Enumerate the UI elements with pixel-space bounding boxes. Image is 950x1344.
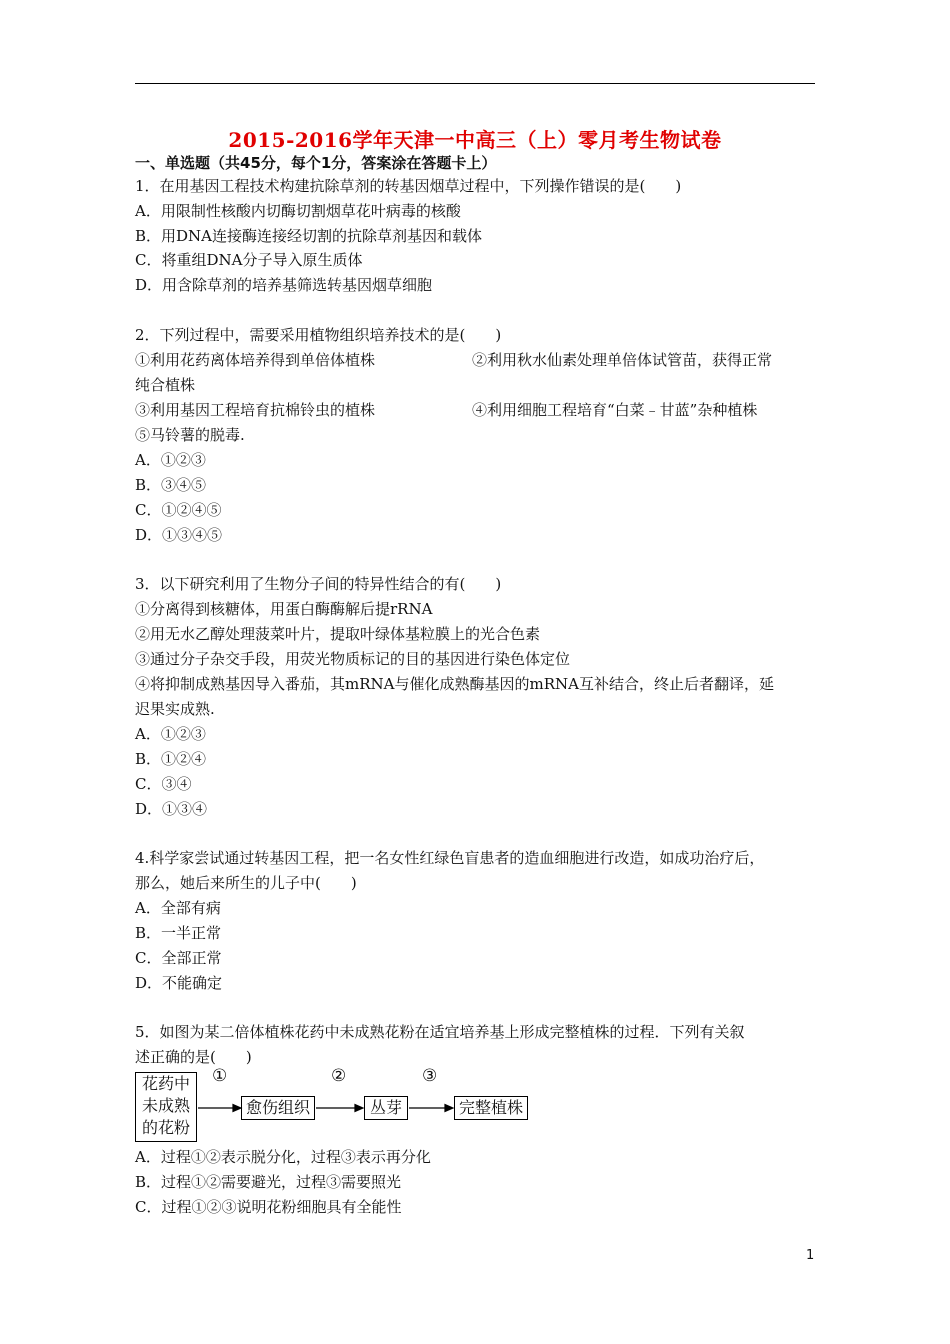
page-number: 1: [806, 1248, 815, 1263]
step-2-label: ②: [331, 1066, 347, 1086]
q5-option-c: C．过程①②③说明花粉细胞具有全能性: [135, 1198, 402, 1216]
q4-option-b: B．一半正常: [135, 924, 222, 942]
arrow-2-head-icon: [355, 1105, 363, 1112]
diagram-arrows: [135, 1070, 535, 1146]
q3-option-c: C．③④: [135, 775, 192, 793]
q1-option-a: A．用限制性核酸内切酶切割烟草花叶病毒的核酸: [135, 202, 461, 220]
step-3-label: ③: [422, 1066, 438, 1086]
q5-stem: 5．如图为某二倍体植株花药中未成熟花粉在适宜培养基上形成完整植株的过程．下列有关叙: [135, 1023, 745, 1041]
q2-option-d: D．①③④⑤: [135, 526, 223, 544]
q2-item-1: ①利用花药离体培养得到单倍体植株: [135, 351, 376, 369]
diagram-box-plant: 完整植株: [454, 1096, 528, 1120]
q2-option-b: B．③④⑤: [135, 476, 207, 494]
q4-stem-cont: 那么，她后来所生的儿子中( ): [135, 874, 357, 892]
q2-option-c: C．①②④⑤: [135, 501, 222, 519]
arrow-3-head-icon: [445, 1105, 453, 1112]
q2-item-3: ③利用基因工程培育抗棉铃虫的植株: [135, 401, 376, 419]
q3-item-4-cont: 迟果实成熟.: [135, 700, 215, 718]
q4-option-a: A．全部有病: [135, 899, 221, 917]
step-1-label: ①: [212, 1066, 228, 1086]
section-heading: 一、单选题（共45分，每个1分，答案涂在答题卡上）: [135, 154, 497, 172]
q3-item-3: ③通过分子杂交手段，用荧光物质标记的目的基因进行染色体定位: [135, 650, 571, 668]
box-pollen-line-2: 未成熟: [141, 1096, 190, 1115]
q5-option-a: A．过程①②表示脱分化，过程③表示再分化: [135, 1148, 431, 1166]
arrow-1-head-icon: [233, 1105, 241, 1112]
q2-item-2-cont: 纯合植株: [135, 376, 196, 394]
q5-stem-cont: 述正确的是( ): [135, 1048, 252, 1066]
q1-option-d: D．用含除草剂的培养基筛选转基因烟草细胞: [135, 276, 433, 294]
diagram-box-buds: 丛芽: [364, 1096, 408, 1120]
q3-option-d: D．①③④: [135, 800, 208, 818]
q3-item-2: ②用无水乙醇处理菠菜叶片，提取叶绿体基粒膜上的光合色素: [135, 625, 541, 643]
box-pollen-line-3: 的花粉: [141, 1118, 190, 1137]
q1-stem: 1．在用基因工程技术构建抗除草剂的转基因烟草过程中，下列操作错误的是( ): [135, 177, 682, 195]
q2-item-5: ⑤马铃薯的脱毒.: [135, 426, 245, 444]
diagram-box-callus: 愈伤组织: [241, 1096, 315, 1120]
box-pollen-line-1: 花药中: [141, 1074, 190, 1093]
q2-item-2: ②利用秋水仙素处理单倍体试管苗，获得正常: [472, 351, 773, 369]
q4-stem: 4.科学家尝试通过转基因工程，把一名女性红绿色盲患者的造血细胞进行改造，如成功治疗后，: [135, 849, 765, 867]
q3-stem: 3．以下研究利用了生物分子间的特异性结合的有( ): [135, 575, 502, 593]
culture-process-diagram: [135, 1066, 535, 1146]
q1-option-b: B．用DNA连接酶连接经切割的抗除草剂基因和载体: [135, 227, 483, 245]
q3-item-1: ①分离得到核糖体，用蛋白酶酶解后提rRNA: [135, 600, 433, 618]
q4-option-d: D．不能确定: [135, 974, 223, 992]
q2-item-4: ④利用细胞工程培育“白菜﹣甘蓝”杂种植株: [472, 401, 758, 419]
q2-stem: 2．下列过程中，需要采用植物组织培养技术的是( ): [135, 326, 502, 344]
q5-option-b: B．过程①②需要避光，过程③需要照光: [135, 1173, 402, 1191]
q3-item-4: ④将抑制成熟基因导入番茄，其mRNA与催化成熟酶基因的mRNA互补结合，终止后者翻译，延: [135, 675, 774, 693]
q4-option-c: C．全部正常: [135, 949, 222, 967]
header-rule: [135, 83, 815, 84]
q3-option-b: B．①②④: [135, 750, 207, 768]
q1-option-c: C．将重组DNA分子导入原生质体: [135, 251, 363, 269]
exam-title: 2015-2016学年天津一中高三（上）零月考生物试卷: [228, 128, 722, 152]
q3-option-a: A．①②③: [135, 725, 206, 743]
q2-option-a: A．①②③: [135, 451, 206, 469]
